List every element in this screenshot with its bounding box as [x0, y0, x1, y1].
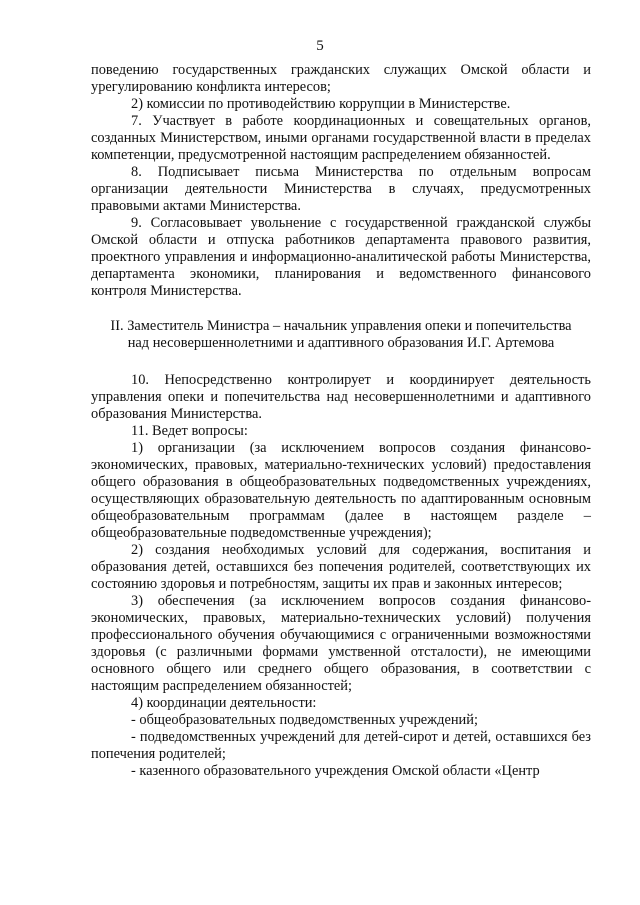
- section-heading-line: над несовершеннолетними и адаптивного образования И.Г. Артемова: [127, 335, 555, 351]
- paragraph: 10. Непосредственно контролирует и координирует деятельность управления опеки и попечительства над несовершеннолетними и адаптивного образования Министерства.: [91, 372, 591, 422]
- section-heading-line: II. Заместитель Министра – начальник управления опеки и попечительства: [110, 318, 572, 334]
- document-body: [91, 62, 591, 780]
- list-item: - общеобразовательных подведомственных учреждений;: [131, 712, 478, 728]
- paragraph: 2) комиссии по противодействию коррупции в Министерстве.: [131, 96, 511, 112]
- paragraph: 9. Согласовывает увольнение с государственной гражданской службы Омской области и отпуска работников департамента правового развития, проектного управления и информационно-аналитической работы Министерства, департамента экономики, планирования и ведомственного финансового контроля Министерства.: [91, 215, 591, 299]
- paragraph: 7. Участвует в работе координационных и совещательных органов, созданных Министерством, иными органами государственной власти в пределах компетенции, предусмотренной настоящим распределением обязанностей.: [91, 113, 591, 163]
- list-item: - казенного образовательного учреждения Омской области «Центр: [131, 763, 540, 779]
- paragraph: 8. Подписывает письма Министерства по отдельным вопросам организации деятельности Министерства в случаях, предусмотренных правовыми актами Министерства.: [91, 164, 591, 214]
- paragraph: 2) создания необходимых условий для содержания, воспитания и образования детей, оставшихся без попечения родителей, соответствующих их состоянию здоровья и потребностям, защиты их прав и законных интересов;: [91, 542, 591, 592]
- list-item: - подведомственных учреждений для детей-сирот и детей, оставшихся без попечения родителей;: [91, 729, 591, 762]
- paragraph: 11. Ведет вопросы:: [131, 423, 248, 439]
- paragraph: 3) обеспечения (за исключением вопросов создания финансово-экономических, правовых, материально-технических условий) получения профессионального обучения обучающимися с ограниченными возможностями здоровья (с различными формами умственной отсталости), не имеющими основного общего или среднего общего образования, в соответствии с настоящим распределением обязанностей;: [91, 593, 591, 694]
- paragraph: 1) организации (за исключением вопросов создания финансово-экономических, правовых, материально-технических условий) предоставления общего образования в общеобразовательных подведомственных учреждениях, осуществляющих образовательную деятельность по адаптированным основным общеобразовательным программам (далее в настоящем разделе – общеобразовательные подведомственные учреждения);: [91, 440, 591, 541]
- section-heading: [91, 318, 591, 352]
- paragraph: поведению государственных гражданских служащих Омской области и урегулированию конфликта интересов;: [91, 62, 591, 95]
- page-number: 5: [316, 38, 324, 54]
- paragraph: 4) координации деятельности:: [131, 695, 317, 711]
